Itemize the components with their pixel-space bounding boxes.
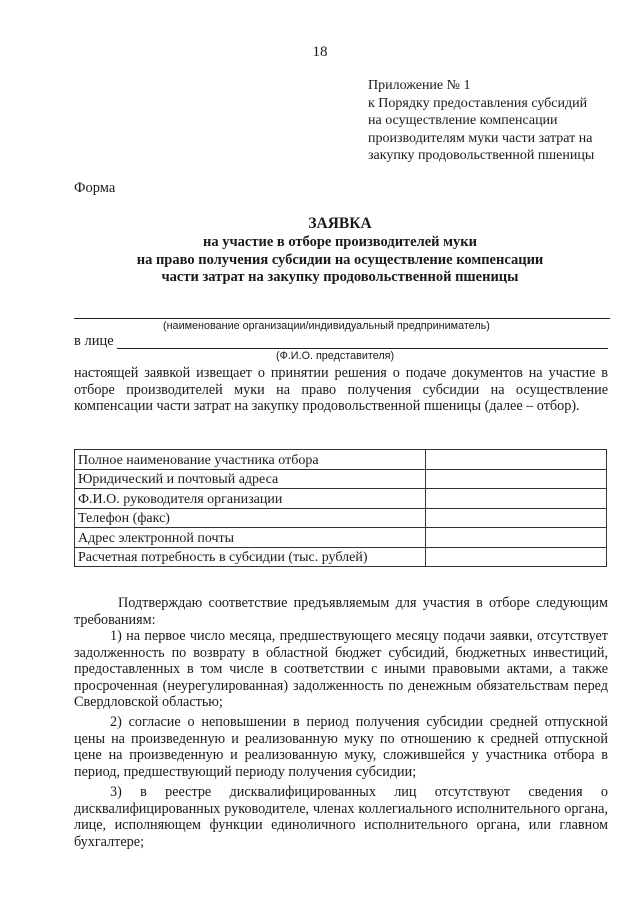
representative-line[interactable]	[117, 348, 608, 349]
requirement-3: 3) в реестре дисквалифицированных лиц отсутствуют сведения о дисквалифицированных руководителе, членах коллегиального исполнительного органа, лице, исполняющем функции единоличного исполнительного органа, или главном бухгалтере;	[74, 784, 608, 850]
table-cell-label: Полное наименование участника отбора	[75, 450, 426, 470]
table-cell-label: Расчетная потребность в субсидии (тыс. рублей)	[75, 547, 426, 567]
table-row	[75, 450, 607, 470]
appendix-line: Приложение № 1	[368, 78, 471, 93]
appendix-line: на осуществление компенсации	[368, 113, 558, 128]
table-cell-value[interactable]	[426, 469, 607, 489]
table-cell-value[interactable]	[426, 547, 607, 567]
appendix-line: производителям муки части затрат на	[368, 130, 593, 146]
page-number: 18	[312, 44, 328, 60]
confirm-paragraph: Подтверждаю соответствие предъявляемым для участия в отборе следующим требованиям:	[74, 595, 608, 628]
table-cell-value[interactable]	[426, 508, 607, 528]
document-title	[60, 214, 620, 287]
table-row	[75, 508, 607, 528]
title-line: части затрат на закупку продовольственной пшеницы	[161, 269, 519, 285]
appendix-block	[368, 77, 630, 165]
org-name-line[interactable]	[74, 318, 610, 319]
table-row	[75, 528, 607, 548]
intro-paragraph: настоящей заявкой извещает о принятии решения о подаче документов на участие в отборе производителей муки на право получения субсидии на осуществление компенсации части затрат на закупку продовольственной пшеницы (далее – отбор).	[74, 365, 608, 414]
form-label: Форма	[74, 180, 116, 196]
table-cell-value[interactable]	[426, 450, 607, 470]
requirement-2: 2) согласие о неповышении в период получения субсидии средней отпускной цены на произведенную и реализованную муку по отношению к средней отпускной цене на произведенную и реализованную муку, сложившейся у участника отбора в период, предшествующий периоду получения субсидии;	[74, 714, 608, 780]
table-cell-label: Ф.И.О. руководителя организации	[75, 489, 426, 509]
table-cell-label: Адрес электронной почты	[75, 528, 426, 548]
participant-info-table	[74, 449, 607, 567]
appendix-line: к Порядку предоставления субсидий	[368, 95, 588, 111]
table-cell-value[interactable]	[426, 528, 607, 548]
in-person-label: в лице	[74, 333, 114, 349]
table-cell-value[interactable]	[426, 489, 607, 509]
title-line: на участие в отборе производителей муки	[203, 234, 477, 250]
requirement-1: 1) на первое число месяца, предшествующего месяцу подачи заявки, отсутствует задолженность по возврату в областной бюджет субсидий, бюджетных инвестиций, предоставленных в том числе в соответствии с иными правовыми актами, а также просроченная (неурегулированная) задолженность по денежным обязательствам перед Свердловской областью;	[74, 628, 608, 710]
table-row	[75, 469, 607, 489]
table-row	[75, 489, 607, 509]
title-line: на право получения субсидии на осуществление компенсации	[136, 251, 544, 268]
rep-hint: (Ф.И.О. представителя)	[276, 350, 395, 362]
title-main: ЗАЯВКА	[308, 215, 372, 232]
appendix-line: закупку продовольственной пшеницы	[368, 148, 595, 163]
table-cell-label: Юридический и почтовый адреса	[75, 469, 426, 489]
table-cell-label: Телефон (факс)	[75, 508, 426, 528]
org-hint: (наименование организации/индивидуальный предприниматель)	[163, 320, 490, 332]
table-row	[75, 547, 607, 567]
